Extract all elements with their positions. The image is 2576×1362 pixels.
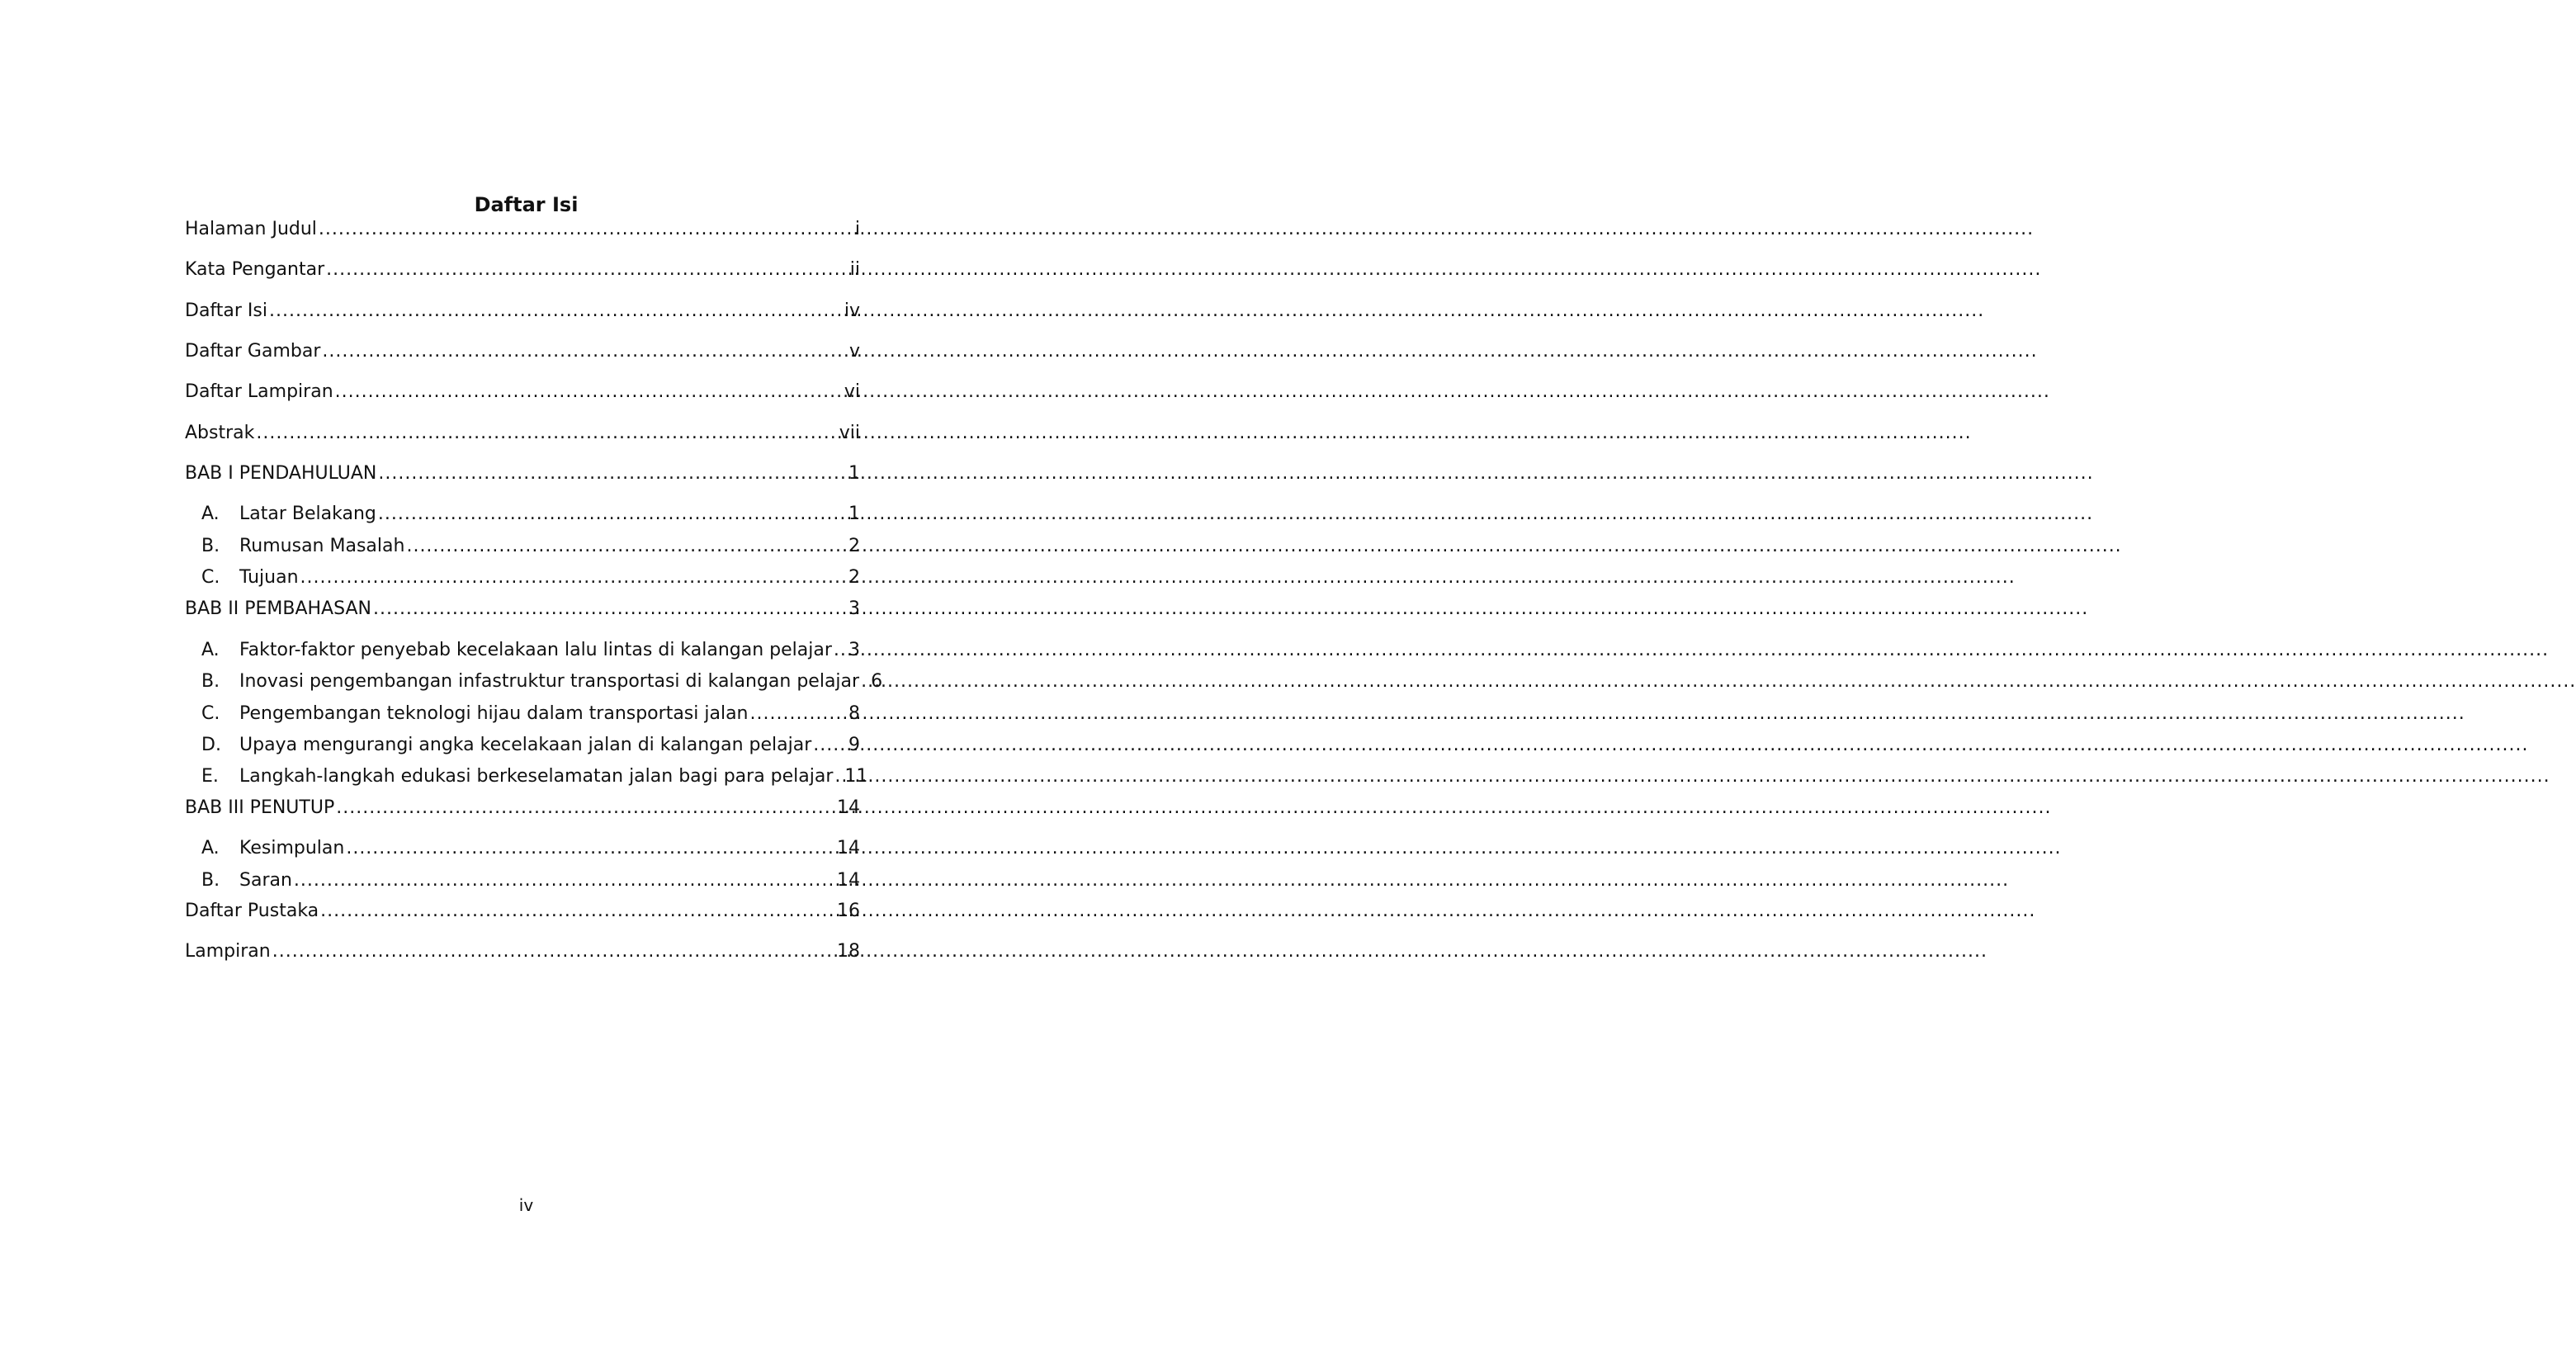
toc-entry-page: 16 (837, 901, 860, 921)
toc-entry-page: 2 (848, 567, 860, 588)
toc-subentry-teknologi-hijau[interactable] (201, 701, 860, 727)
toc-leader-dots (336, 795, 835, 821)
toc-subentry-faktor-faktor[interactable] (201, 637, 860, 664)
document-page (0, 0, 1052, 1362)
toc-entry-page: 14 (837, 797, 860, 818)
toc-leader-dots (269, 298, 843, 324)
toc-entry-daftar-gambar[interactable] (185, 338, 860, 365)
toc-entry-abstrak[interactable] (185, 420, 860, 447)
toc-entry-label: BAB I PENDAHULUAN (185, 463, 377, 484)
toc-entry-label: Langkah-langkah edukasi berkeselamatan jalan bagi para pelajar (239, 766, 834, 787)
toc-entry-label: Daftar Pustaka (185, 901, 319, 921)
toc-subentry-latar-belakang[interactable] (201, 501, 860, 527)
toc-leader-dots (319, 216, 853, 243)
toc-entry-label: Latar Belakang (239, 504, 376, 524)
page-title: Daftar Isi (474, 193, 579, 216)
toc-leader-dots (322, 338, 848, 365)
toc-entry-label: Inovasi pengembangan infastruktur transportasi di kalangan pelajar (239, 671, 860, 692)
toc-leader-dots (378, 501, 847, 527)
toc-entry-page: 3 (848, 598, 860, 619)
toc-entry-label: Daftar Gambar (185, 341, 321, 362)
toc-leader-dots (300, 565, 847, 591)
toc-entry-page: iv (844, 300, 860, 321)
toc-entry-daftar-pustaka[interactable] (185, 898, 860, 925)
toc-leader-dots (861, 669, 869, 695)
toc-entry-page: 8 (848, 703, 860, 724)
toc-subentry-marker: B. (201, 671, 220, 692)
toc-entry-page: 14 (837, 870, 860, 891)
toc-leader-dots (294, 868, 835, 894)
toc-entry-page: 2 (848, 536, 860, 556)
toc-entry-label: BAB II PEMBAHASAN (185, 598, 371, 619)
toc-leader-dots (373, 596, 847, 622)
toc-leader-dots (326, 257, 848, 283)
toc-subentry-marker: C. (201, 703, 220, 724)
toc-entry-label: Faktor-faktor penyebab kecelakaan lalu lintas di kalangan pelajar (239, 640, 832, 660)
toc-subentry-marker: A. (201, 838, 220, 858)
toc-subentry-marker: E. (201, 766, 219, 787)
toc-entry-page: vi (844, 381, 860, 402)
toc-leader-dots (750, 701, 848, 727)
toc-leader-dots (834, 637, 847, 664)
toc-entry-daftar-isi[interactable] (185, 298, 860, 324)
toc-leader-dots (256, 420, 837, 447)
toc-entry-label: Pengembangan teknologi hijau dalam transportasi jalan (239, 703, 749, 724)
toc-entry-label: Halaman Judul (185, 219, 317, 239)
toc-entry-page: ii (849, 259, 860, 280)
toc-leader-dots (378, 461, 847, 487)
toc-subentry-marker: D. (201, 735, 221, 755)
toc-subentry-saran[interactable] (201, 868, 860, 894)
toc-entry-halaman-judul[interactable] (185, 216, 860, 243)
toc-entry-page: 1 (848, 504, 860, 524)
toc-entry-page: 6 (871, 671, 883, 692)
table-of-contents (0, 0, 1052, 1362)
toc-subentry-langkah-langkah[interactable] (201, 764, 868, 790)
toc-entry-bab-iii[interactable] (185, 795, 860, 821)
toc-entry-page: vii (839, 423, 860, 443)
toc-subentry-tujuan[interactable] (201, 565, 860, 591)
toc-subentry-marker: A. (201, 640, 220, 660)
toc-entry-page: 9 (848, 735, 860, 755)
toc-leader-dots (272, 939, 835, 965)
toc-entry-label: Lampiran (185, 941, 271, 962)
toc-entry-label: Daftar Lampiran (185, 381, 333, 402)
toc-entry-label: Kata Pengantar (185, 259, 325, 280)
toc-subentry-kesimpulan[interactable] (201, 835, 860, 862)
toc-entry-bab-ii[interactable] (185, 596, 860, 622)
toc-subentry-inovasi[interactable] (201, 669, 883, 695)
toc-subentry-marker: B. (201, 870, 220, 891)
toc-entry-label: Tujuan (239, 567, 299, 588)
toc-entry-page: 1 (848, 463, 860, 484)
toc-subentry-marker: A. (201, 504, 220, 524)
toc-leader-dots (346, 835, 835, 862)
toc-entry-label: BAB III PENUTUP (185, 797, 335, 818)
toc-entry-page: 14 (837, 838, 860, 858)
toc-subentry-upaya[interactable] (201, 732, 860, 759)
toc-entry-page: i (854, 219, 860, 239)
toc-entry-page: 3 (848, 640, 860, 660)
toc-entry-page: v (848, 341, 860, 362)
toc-entry-bab-i[interactable] (185, 461, 860, 487)
toc-leader-dots (335, 379, 843, 405)
toc-entry-label: Kesimpulan (239, 838, 345, 858)
toc-entry-kata-pengantar[interactable] (185, 257, 860, 283)
toc-leader-dots (406, 533, 847, 560)
toc-entry-label: Saran (239, 870, 292, 891)
toc-leader-dots (834, 764, 843, 790)
toc-entry-label: Daftar Isi (185, 300, 267, 321)
toc-subentry-marker: B. (201, 536, 220, 556)
toc-entry-label: Abstrak (185, 423, 255, 443)
page-number-footer: iv (518, 1195, 534, 1215)
toc-subentry-marker: C. (201, 567, 220, 588)
toc-leader-dots (320, 898, 835, 925)
toc-entry-page: 11 (844, 766, 868, 787)
toc-leader-dots (813, 732, 847, 759)
toc-entry-daftar-lampiran[interactable] (185, 379, 860, 405)
toc-entry-label: Rumusan Masalah (239, 536, 405, 556)
toc-entry-lampiran[interactable] (185, 939, 860, 965)
toc-entry-label: Upaya mengurangi angka kecelakaan jalan di kalangan pelajar (239, 735, 812, 755)
toc-entry-page: 18 (837, 941, 860, 962)
toc-subentry-rumusan-masalah[interactable] (201, 533, 860, 560)
